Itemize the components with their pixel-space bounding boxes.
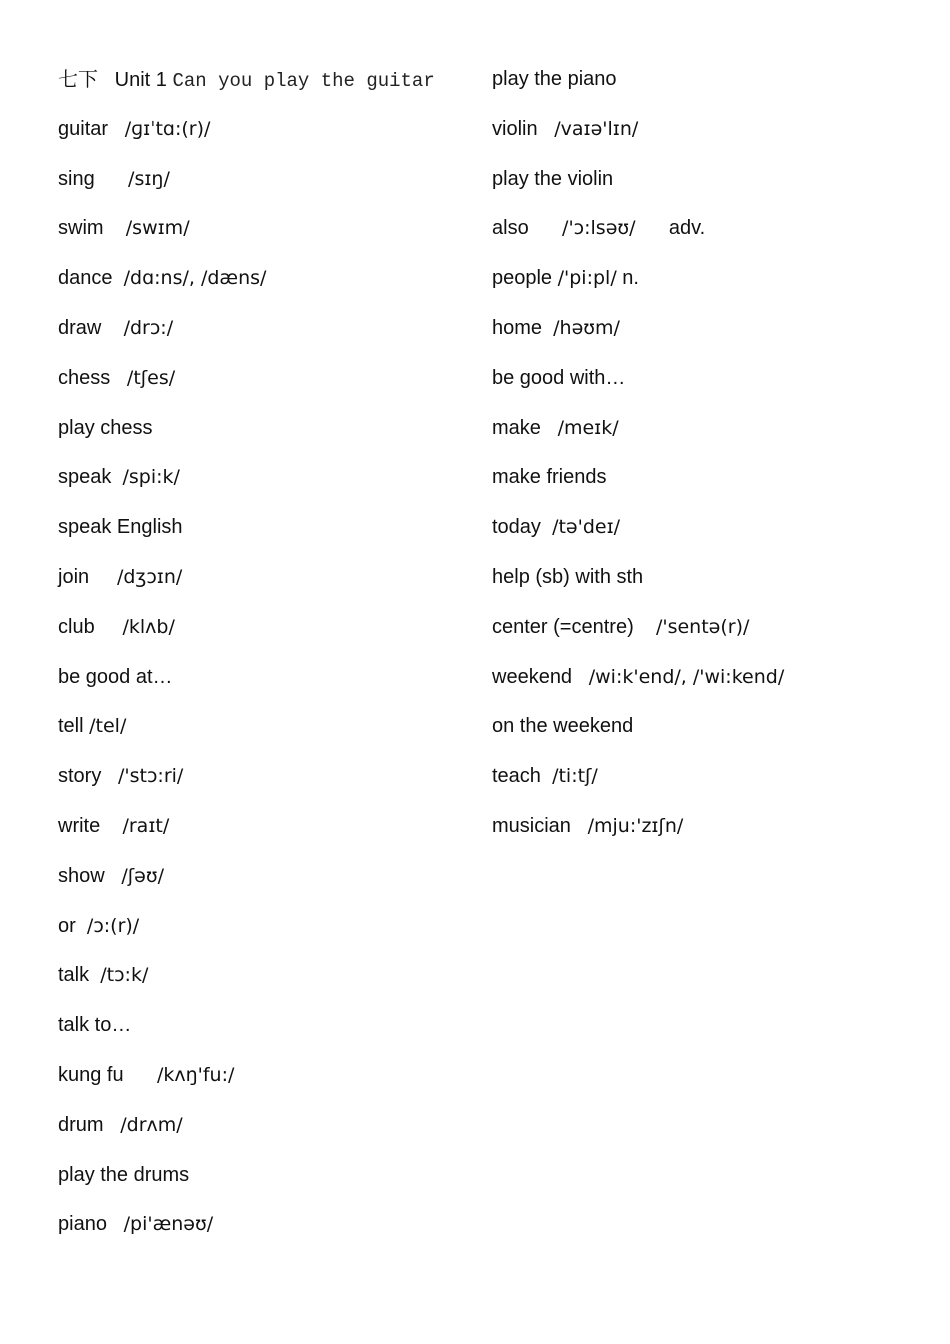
vocab-phonetic: /ti:tʃ/	[552, 765, 598, 788]
grade-label: 七下	[58, 67, 98, 91]
vocab-word: story	[58, 765, 102, 788]
vocab-phonetic: /'pi:pl/	[557, 267, 617, 290]
vocab-word: be good with…	[492, 366, 626, 389]
vocab-entry	[58, 1058, 478, 1108]
vocab-entry	[492, 510, 932, 560]
vocab-word: play the drums	[58, 1163, 190, 1186]
vocab-entry	[58, 909, 478, 959]
unit-label: Unit 1	[114, 69, 167, 91]
vocab-entry	[492, 311, 932, 361]
vocab-entry	[58, 859, 478, 909]
vocab-entry	[58, 709, 478, 759]
vocab-word: sing	[58, 167, 95, 190]
vocab-entry	[492, 460, 932, 510]
vocab-phonetic: /mju:'zɪʃn/	[587, 814, 684, 837]
vocab-phonetic: /drɔ:/	[123, 316, 174, 339]
vocab-word: be good at…	[58, 665, 173, 688]
vocab-phonetic: /'ɔ:lsəʊ/	[562, 217, 636, 240]
vocab-word: play the piano	[492, 68, 617, 90]
right-column	[492, 62, 932, 859]
vocab-word: musician	[492, 814, 571, 837]
vocab-word: speak English	[58, 516, 183, 539]
vocab-phonetic: /klʌb/	[122, 615, 175, 638]
vocab-entry	[492, 759, 932, 809]
vocab-word: weekend	[492, 665, 573, 688]
vocab-word: help (sb) with sth	[492, 565, 644, 588]
vocab-word: swim	[58, 217, 104, 240]
vocab-phonetic: /vaɪə'lɪn/	[554, 117, 639, 140]
vocab-word: people	[492, 267, 553, 290]
vocab-entry	[58, 1008, 478, 1058]
vocab-phonetic: /meɪk/	[557, 416, 619, 439]
vocab-phonetic: /tə'deɪ/	[552, 516, 621, 539]
vocab-phonetic: /ɡɪˈtɑ:(r)/	[124, 117, 211, 140]
vocab-word: drum	[58, 1113, 104, 1136]
vocab-phonetic: /dɑ:ns/, /dæns/	[123, 267, 267, 290]
vocab-entry	[58, 411, 478, 461]
vocab-phonetic: /swɪm/	[125, 217, 190, 240]
vocab-part-of-speech: n.	[622, 267, 639, 290]
vocab-entry	[58, 1158, 478, 1208]
vocab-entry	[58, 958, 478, 1008]
vocab-part-of-speech: adv.	[668, 217, 706, 240]
vocab-entry	[492, 411, 932, 461]
vocab-phonetic: /wi:k'end/, /'wi:kend/	[588, 665, 785, 688]
vocab-word: play the violin	[492, 167, 614, 190]
vocab-word: guitar	[58, 117, 109, 140]
vocab-word: talk to…	[58, 1014, 132, 1037]
vocab-word: center (=centre)	[492, 615, 634, 638]
vocab-word: speak	[58, 466, 112, 489]
left-column	[58, 62, 478, 1257]
vocab-phonetic: /tel/	[89, 715, 127, 738]
vocab-entry	[492, 162, 932, 212]
vocab-entry	[492, 361, 932, 411]
vocab-word: chess	[58, 366, 111, 389]
vocab-word: on the weekend	[492, 715, 634, 738]
vocab-entry	[58, 809, 478, 859]
vocab-phonetic: /tɔ:k/	[100, 964, 149, 987]
vocab-word: show	[58, 864, 105, 887]
vocab-phonetic: /pi'ænəʊ/	[123, 1213, 214, 1236]
vocab-word: tell	[58, 715, 84, 738]
vocab-entry	[492, 112, 932, 162]
vocab-phonetic: /tʃes/	[126, 366, 176, 389]
vocab-word: teach	[492, 765, 541, 788]
vocab-entry	[492, 809, 932, 859]
vocab-entry	[58, 261, 478, 311]
vocab-entry	[58, 460, 478, 510]
right-word-list	[492, 62, 932, 859]
vocab-entry	[58, 560, 478, 610]
vocab-word: make	[492, 416, 541, 439]
vocab-word: also	[492, 217, 529, 240]
vocab-entry	[58, 361, 478, 411]
vocab-word: violin	[492, 117, 538, 140]
vocab-entry	[492, 660, 932, 710]
vocab-word: today	[492, 516, 541, 539]
vocab-word: or	[58, 914, 76, 937]
vocab-word: home	[492, 316, 543, 339]
vocab-phonetic: /'stɔ:ri/	[118, 765, 184, 788]
vocab-word: join	[58, 565, 90, 588]
vocab-phonetic: /dʒɔɪn/	[116, 565, 183, 588]
vocab-word: play chess	[58, 416, 153, 439]
vocab-entry	[58, 162, 478, 212]
vocab-entry	[58, 660, 478, 710]
vocab-phonetic: /drʌm/	[120, 1113, 183, 1136]
vocab-entry	[492, 709, 932, 759]
vocab-phonetic: /ʃəʊ/	[121, 864, 164, 887]
vocab-word: draw	[58, 316, 102, 339]
vocab-phonetic: /spi:k/	[122, 466, 180, 489]
vocab-phonetic: /'sentə(r)/	[655, 615, 750, 638]
vocab-word: make friends	[492, 466, 607, 489]
vocab-entry	[58, 112, 478, 162]
vocab-word: club	[58, 615, 95, 638]
vocab-phonetic: /sɪŋ/	[128, 167, 170, 190]
vocab-entry	[58, 311, 478, 361]
vocab-word: piano	[58, 1213, 107, 1236]
vocab-entry	[492, 62, 932, 112]
left-word-list	[58, 112, 478, 1257]
vocab-entry	[58, 211, 478, 261]
vocab-entry	[58, 610, 478, 660]
vocab-word: talk	[58, 964, 90, 987]
vocab-phonetic: /ɔ:(r)/	[86, 914, 140, 937]
vocab-entry	[492, 610, 932, 660]
unit-name: Can you play the guitar	[172, 70, 435, 92]
vocab-word: write	[58, 814, 101, 837]
vocab-entry	[492, 211, 932, 261]
vocab-entry	[492, 560, 932, 610]
page-title	[58, 62, 478, 112]
vocab-entry	[58, 759, 478, 809]
vocab-entry	[58, 1108, 478, 1158]
vocab-word: dance	[58, 267, 113, 290]
vocab-entry	[58, 1207, 478, 1257]
vocab-word: kung fu	[58, 1063, 124, 1086]
vocab-phonetic: /raɪt/	[122, 814, 170, 837]
vocab-entry	[492, 261, 932, 311]
vocab-phonetic: /kʌŋ'fu:/	[156, 1063, 235, 1086]
vocab-phonetic: /həʊm/	[553, 316, 620, 339]
vocab-entry	[58, 510, 478, 560]
